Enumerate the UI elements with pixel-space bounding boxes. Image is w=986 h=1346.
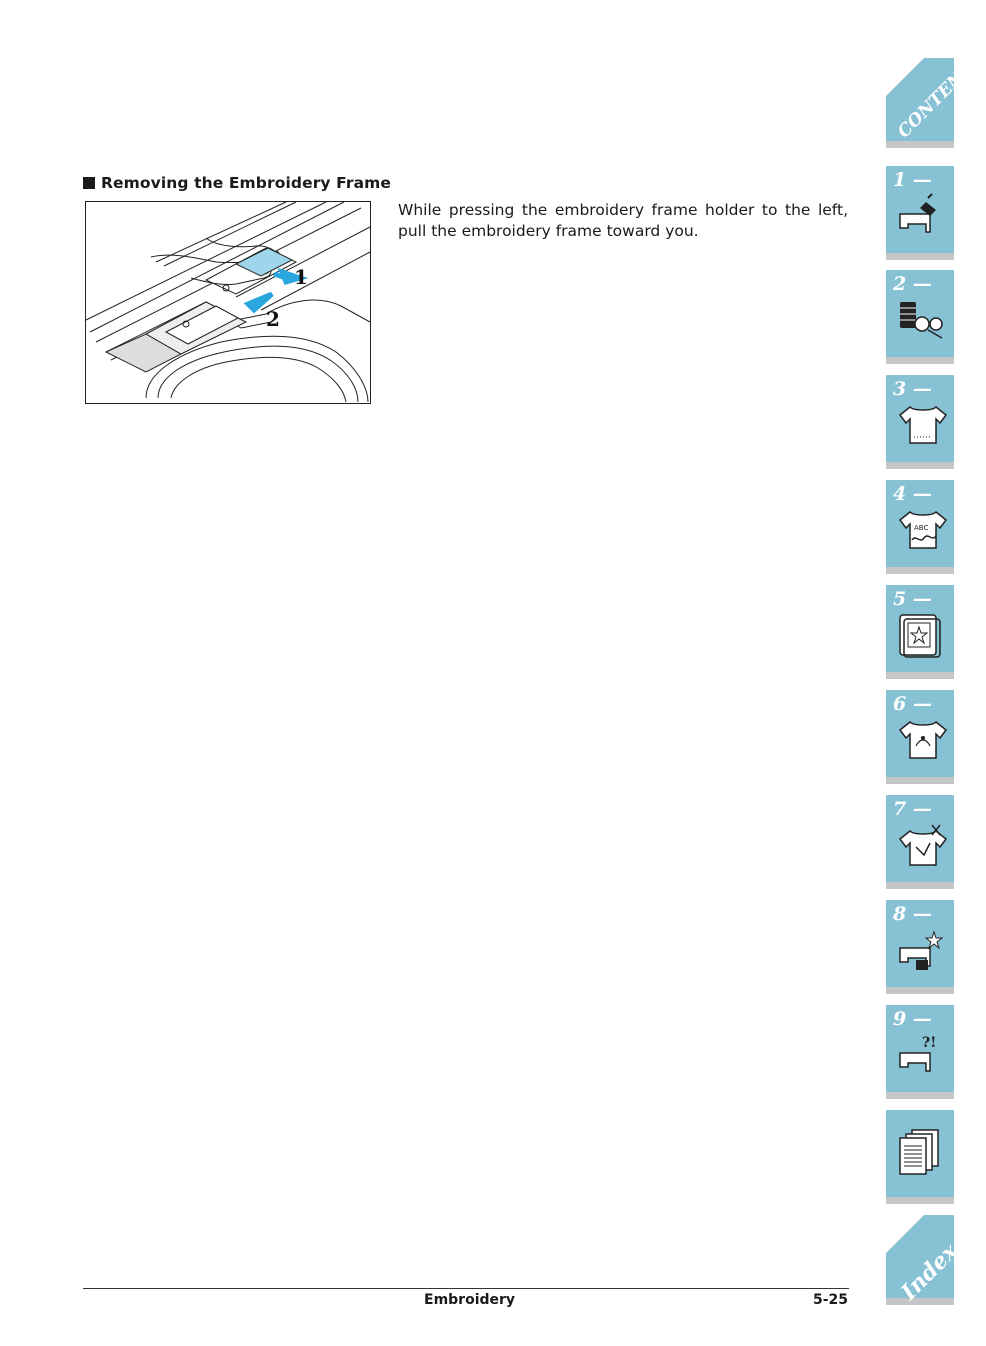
machine-maintenance-icon: [896, 926, 946, 976]
tab-chapter-3-number: 3 —: [893, 378, 932, 400]
tshirt-design-icon: [896, 716, 946, 762]
tab-chapter-8-number: 8 —: [893, 903, 932, 925]
tab-chapter-1[interactable]: [886, 166, 954, 253]
documents-icon: [898, 1128, 942, 1180]
tab-chapter-9-number: 9 —: [893, 1008, 932, 1030]
embroidery-frame-icon: [896, 611, 946, 661]
tab-chapter-9-mark: ?!: [922, 1035, 937, 1051]
tab-chapter-7-number: 7 —: [893, 798, 932, 820]
tab-contents-label: CONTENTS: [894, 50, 986, 143]
thread-spools-icon: [896, 296, 946, 346]
section-heading: [83, 174, 391, 192]
callout-2: 2: [266, 307, 280, 331]
tab-chapter-2-number: 2 —: [893, 273, 932, 295]
machine-troubleshoot-icon: [896, 1031, 946, 1081]
tab-corner: [886, 1215, 924, 1253]
instruction-text: While pressing the embroidery frame holder to the left, pull the embroidery frame toward you.: [398, 201, 848, 240]
heading-bullet-icon: [83, 177, 95, 189]
tab-chapter-1-number: 1 —: [893, 169, 932, 191]
tab-corner: [886, 58, 924, 96]
tab-chapter-3[interactable]: [886, 375, 954, 462]
tab-chapter-4-number: 4 —: [893, 483, 932, 505]
tab-index[interactable]: [886, 1215, 964, 1306]
tab-contents[interactable]: [886, 50, 986, 143]
tab-index-label: Index: [896, 1238, 964, 1306]
tshirt-stitch-icon: [896, 401, 946, 447]
section-heading-text: Removing the Embroidery Frame: [101, 174, 391, 192]
footer-rule: [83, 1288, 849, 1289]
footer-page-number: 5-25: [812, 1292, 848, 1308]
tshirt-abc-icon: [896, 506, 946, 552]
tab-chapter-5[interactable]: [886, 585, 954, 672]
tab-chapter-6[interactable]: [886, 690, 954, 777]
tab-chapter-7[interactable]: [886, 795, 954, 882]
tab-chapter-2[interactable]: [886, 270, 954, 357]
tab-chapter-9[interactable]: [886, 1005, 954, 1092]
frame-removal-drawing: [86, 202, 370, 403]
tab-documents[interactable]: [886, 1110, 954, 1197]
footer-section-name: Embroidery: [424, 1292, 516, 1308]
sewing-machine-icon: [896, 192, 944, 240]
tab-chapter-6-number: 6 —: [893, 693, 932, 715]
callout-1: 1: [294, 265, 308, 289]
tab-chapter-4-abc: ABC: [914, 524, 929, 532]
tab-chapter-8[interactable]: [886, 900, 954, 987]
tab-chapter-4[interactable]: [886, 480, 954, 567]
tab-chapter-5-number: 5 —: [893, 588, 932, 610]
frame-removal-illustration: [85, 201, 371, 404]
tshirt-scissors-icon: [896, 821, 946, 867]
